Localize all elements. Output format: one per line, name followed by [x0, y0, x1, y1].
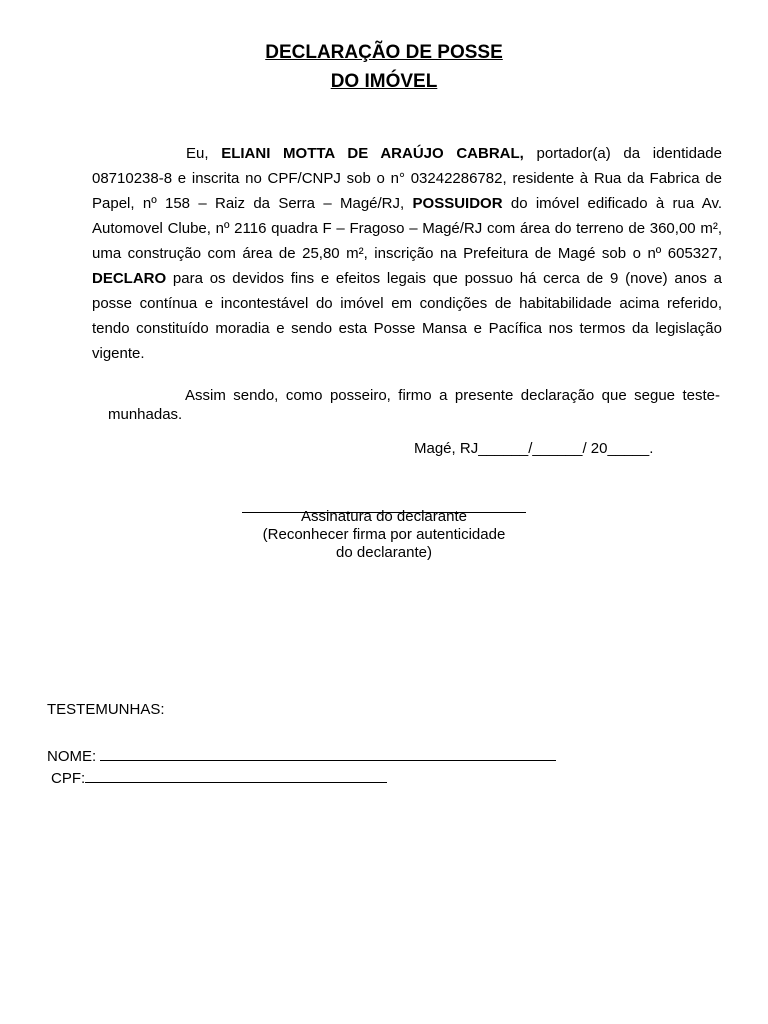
possuidor-term: POSSUIDOR [412, 195, 503, 212]
document-title-line-1: DECLARAÇÃO DE POSSE [265, 42, 503, 63]
witness-name-field [47, 745, 556, 767]
witness-cpf-label: CPF: [51, 770, 86, 787]
signature-note-1: (Reconhecer firma por autenticidade [262, 526, 506, 543]
place-date-line: Magé, RJ______/______/ 20_____. [414, 440, 654, 457]
witnesses-heading: TESTEMUNHAS: [47, 701, 165, 718]
document-title-line-2: DO IMÓVEL [330, 71, 438, 92]
declarant-name: ELIANI MOTTA DE ARAÚJO CABRAL, [221, 145, 524, 162]
declaration-paragraph [92, 141, 722, 366]
witness-cpf-blank [85, 767, 387, 783]
signature-note-2: do declarante) [336, 544, 432, 561]
signature-block [242, 508, 526, 562]
closing-paragraph: Assim sendo, como posseiro, firmo a presente declaração que segue teste-munhadas. [108, 387, 720, 423]
para-text-1: Eu, [186, 145, 222, 162]
witness-name-label: NOME: [47, 748, 101, 765]
witness-cpf-field [51, 767, 387, 789]
declaro-term: DECLARO [92, 270, 167, 287]
para-text-2: portador(a) da identidade 08710238-8 e inscrita no CPF/CNPJ sob o n° 03242286782, residente à Rua da Fabrica de Papel, nº 158 – Raiz da Serra – Magé/RJ, [92, 145, 722, 212]
para-text-4: para os devidos fins e efeitos legais que possuo há cerca de 9 (nove) anos a posse contínua e incontestável do imóvel em condições de habitabilidade acima referido, tendo constituído moradia e sendo esta Posse Mansa e Pacífica nos termos da legislação vigente. [92, 270, 722, 362]
signature-caption: Assinatura do declarante [301, 508, 467, 525]
witness-name-blank [100, 745, 556, 761]
para-text-3: do imóvel edificado à rua Av. Automovel Clube, nº 2116 quadra F – Fragoso – Magé/RJ com área do terreno de 360,00 m², uma construção com área de 25,80 m², inscrição na Prefeitura de Magé sob o nº 605327, [92, 195, 723, 262]
